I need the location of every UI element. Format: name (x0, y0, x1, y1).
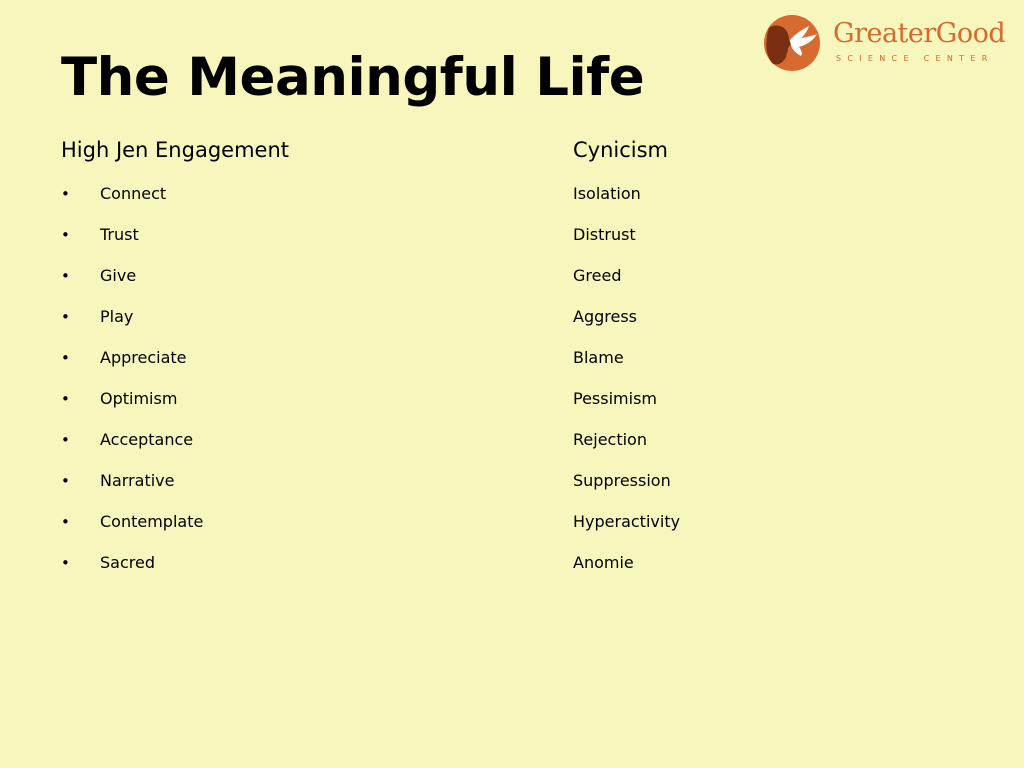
bullet: • (61, 513, 70, 531)
bullet: • (61, 472, 70, 490)
list-item-label: Aggress (573, 307, 637, 326)
list-item-label: Optimism (100, 389, 178, 408)
cynicism-list (573, 182, 973, 592)
list-item (61, 551, 491, 592)
list-item-label: Trust (100, 225, 139, 244)
right-column-heading: Cynicism (573, 138, 669, 162)
list-item (61, 346, 491, 387)
bullet: • (61, 267, 70, 285)
list-item-label: Contemplate (100, 512, 204, 531)
bullet: • (61, 226, 70, 244)
list-item-label: Acceptance (100, 430, 194, 449)
list-item-label: Connect (100, 184, 167, 203)
list-item-label: Blame (573, 348, 624, 367)
bullet: • (61, 554, 70, 572)
list-item (573, 469, 973, 510)
list-item (573, 264, 973, 305)
list-item (573, 346, 973, 387)
list-item-label: Pessimism (573, 389, 657, 408)
greater-good-logo (763, 14, 1008, 72)
bullet: • (61, 349, 70, 367)
engagement-list (61, 182, 491, 592)
list-item-label: Narrative (100, 471, 175, 490)
list-item (573, 428, 973, 469)
list-item-label: Play (100, 307, 134, 326)
list-item-label: Isolation (573, 184, 641, 203)
slide-title: The Meaningful Life (61, 47, 645, 108)
list-item (61, 264, 491, 305)
list-item (573, 551, 973, 592)
list-item-label: Rejection (573, 430, 647, 449)
dove-face-profile-icon (763, 14, 821, 72)
list-item (61, 469, 491, 510)
list-item-label: Distrust (573, 225, 636, 244)
bullet: • (61, 390, 70, 408)
bullet: • (61, 185, 70, 203)
list-item (61, 428, 491, 469)
list-item-label: Suppression (573, 471, 671, 490)
list-item (573, 223, 973, 264)
list-item-label: Sacred (100, 553, 155, 572)
list-item (573, 387, 973, 428)
list-item-label: Greed (573, 266, 622, 285)
bullet: • (61, 308, 70, 326)
bullet: • (61, 431, 70, 449)
list-item (573, 510, 973, 551)
list-item-label: Hyperactivity (573, 512, 681, 531)
list-item (61, 510, 491, 551)
left-column-heading: High Jen Engagement (61, 138, 289, 162)
logo-wordmark: GreaterGood (833, 18, 1006, 49)
list-item (61, 223, 491, 264)
list-item (61, 387, 491, 428)
list-item-label: Anomie (573, 553, 634, 572)
logo-tagline: SCIENCE CENTER (836, 54, 994, 63)
list-item (61, 182, 491, 223)
list-item (573, 305, 973, 346)
list-item-label: Give (100, 266, 137, 285)
list-item-label: Appreciate (100, 348, 187, 367)
list-item (61, 305, 491, 346)
list-item (573, 182, 973, 223)
